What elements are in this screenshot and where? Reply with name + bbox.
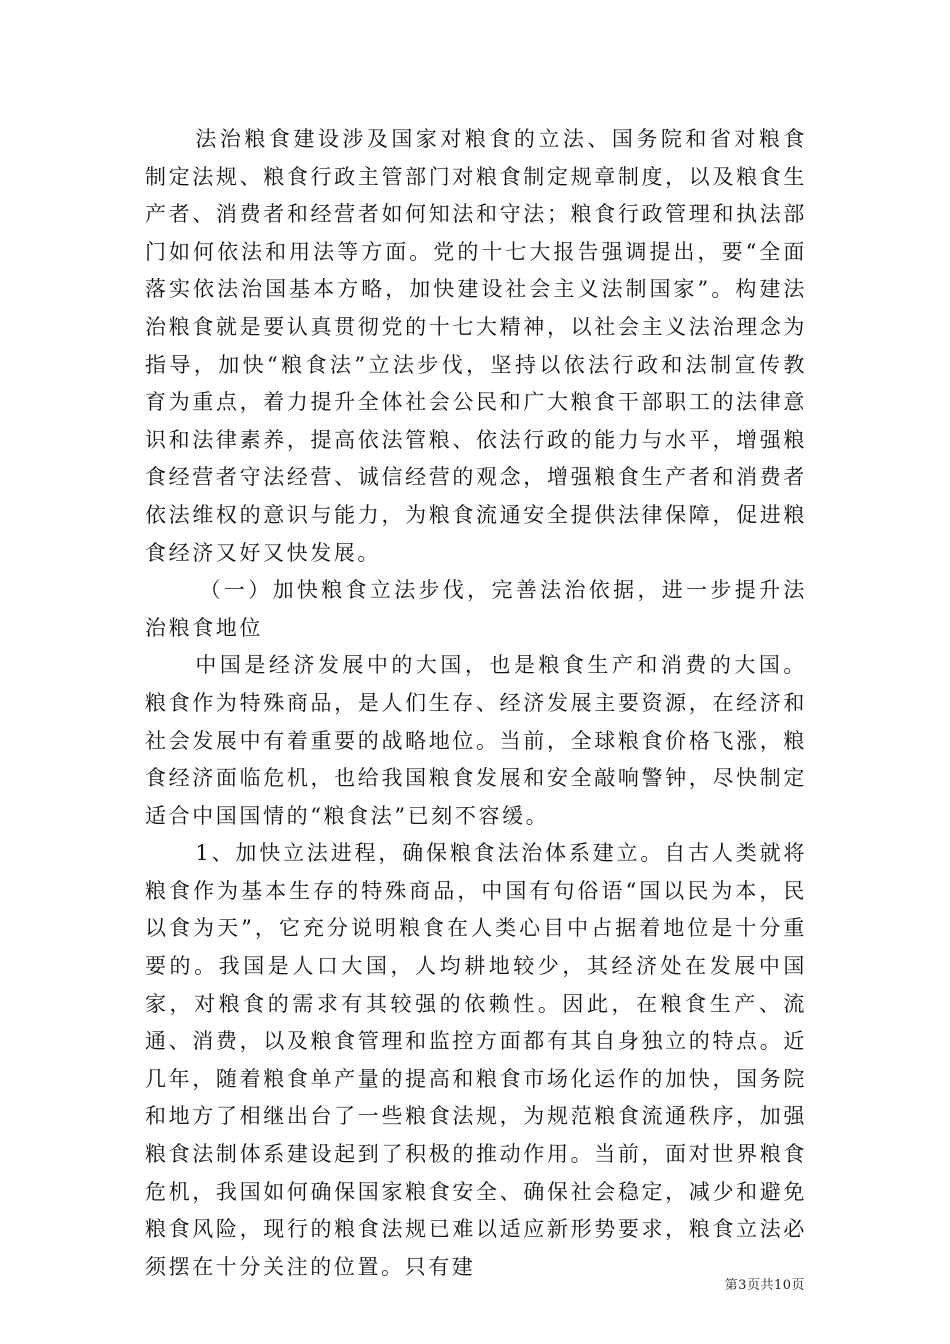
section-heading: （一）加快粮食立法步伐，完善法治依据，进一步提升法治粮食地位 bbox=[145, 578, 807, 640]
paragraph-intro: 法治粮食建设涉及国家对粮食的立法、国务院和省对粮食制定法规、粮食行政主管部门对粮食制定规章制度，以及粮食生产者、消费者和经营者如何知法和守法；粮食行政管理和执法部门如何依法和用法等方面。党的十七大报告强调提出，要“全面落实依法治国基本方略，加快建设社会主义法制国家”。构建法治粮食就是要认真贯彻党的十七大精神，以社会主义法治理念为指导，加快“粮食法”立法步伐，坚持以依法行政和法制宣传教育为重点，着力提升全体社会公民和广大粮食干部职工的法律意识和法律素养，提高依法管粮、依法行政的能力与水平，增强粮食经营者守法经营、诚信经营的观念，增强粮食生产者和消费者依法维权的意识与能力，为粮食流通安全提供法律保障，促进粮食经济又好又快发展。 bbox=[145, 127, 807, 565]
paragraph-point-1: 1、加快立法进程，确保粮食法治体系建立。自古人类就将粮食作为基本生存的特殊商品，中国有句俗语“国以民为本，民以食为天”，它充分说明粮食在人类心目中占据着地位是十分重要的。我国是人口大国，人均耕地较少，其经济处在发展中国家，对粮食的需求有其较强的依赖性。因此，在粮食生产、流通、消费，以及粮食管理和监控方面都有其自身独立的特点。近几年，随着粮食单产量的提高和粮食市场化运作的加快，国务院和地方了相继出台了一些粮食法规，为规范粮食流通秩序，加强粮食法制体系建设起到了积极的推动作用。当前，面对世界粮食危机，我国如何确保国家粮食安全、确保社会稳定，减少和避免粮食风险，现行的粮食法规已难以适应新形势要求，粮食立法必须摆在十分关注的位置。只有建 bbox=[145, 841, 807, 1279]
document-body bbox=[145, 121, 807, 1286]
paragraph-context: 中国是经济发展中的大国，也是粮食生产和消费的大国。粮食作为特殊商品，是人们生存、经济发展主要资源，在经济和社会发展中有着重要的战略地位。当前，全球粮食价格飞涨，粮食经济面临危机，也给我国粮食发展和安全敲响警钟，尽快制定适合中国国情的“粮食法”已刻不容缓。 bbox=[145, 653, 807, 828]
page-number: 第3页共10页 bbox=[724, 1278, 805, 1293]
